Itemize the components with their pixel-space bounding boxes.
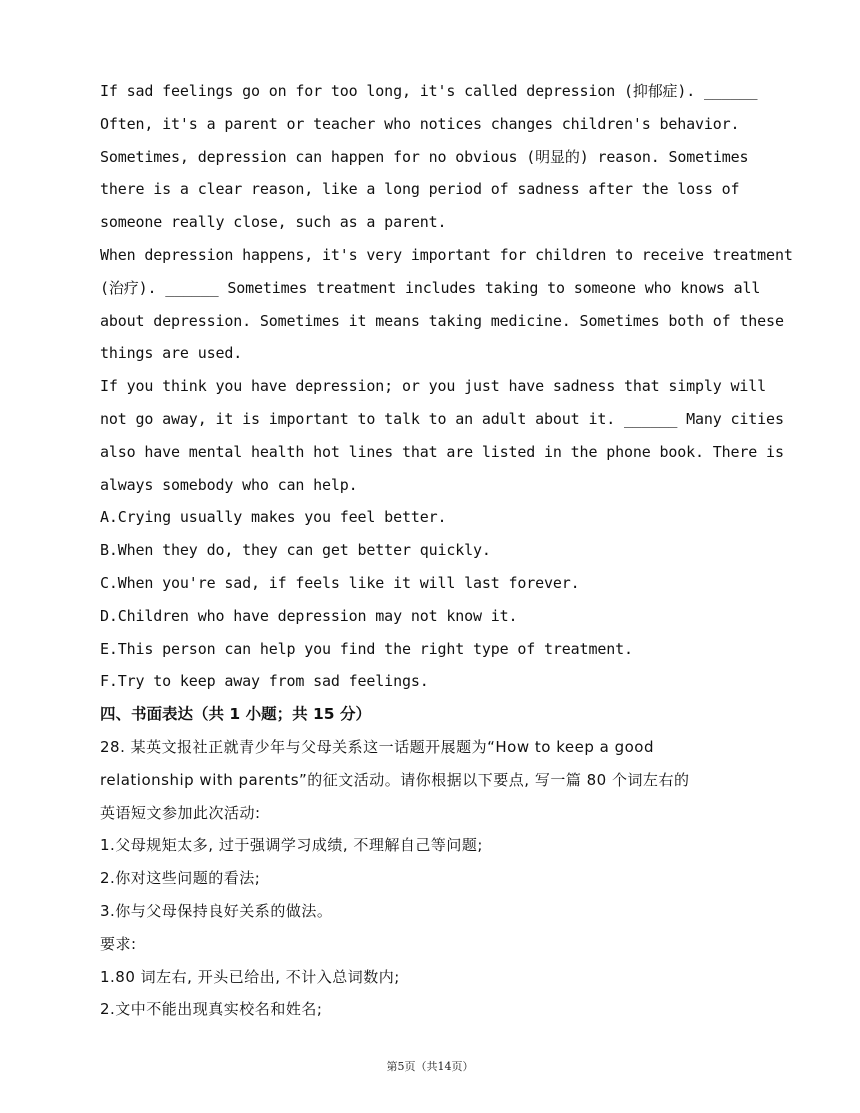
option-e: E.This person can help you find the right type of treatment. bbox=[100, 639, 633, 658]
answer-options bbox=[100, 501, 765, 698]
passage-line: If sad feelings go on for too long, it's called depression (抑郁症). ______ bbox=[100, 82, 758, 100]
question-line: 要求: bbox=[100, 934, 137, 953]
passage-line: not go away, it is important to talk to an adult about it. ______ Many cities bbox=[100, 409, 784, 428]
passage-line: also have mental health hot lines that are listed in the phone book. There is bbox=[100, 442, 784, 461]
passage-line: there is a clear reason, like a long period of sadness after the loss of bbox=[100, 180, 740, 199]
question-line: 英语短文参加此次活动: bbox=[100, 803, 261, 822]
question-line: 2.你对这些问题的看法; bbox=[100, 869, 261, 888]
passage-line: When depression happens, it's very important for children to receive treatment bbox=[100, 245, 793, 264]
writing-question bbox=[100, 731, 765, 1026]
question-line: 1.80 词左右, 开头已给出, 不计入总词数内; bbox=[100, 967, 400, 986]
page-content bbox=[100, 75, 793, 1026]
section-heading: 四、书面表达（共 1 小题；共 15 分） bbox=[100, 705, 371, 724]
passage-line: (治疗). ______ Sometimes treatment includes taking to someone who knows all bbox=[100, 278, 761, 297]
question-line: 3.你与父母保持良好关系的做法。 bbox=[100, 901, 333, 920]
passage-line: someone really close, such as a parent. bbox=[100, 213, 447, 232]
option-c: C.When you're sad, if feels like it will last forever. bbox=[100, 573, 580, 592]
passage-line: things are used. bbox=[100, 344, 243, 363]
page-number: 第5页（共14页） bbox=[386, 1060, 474, 1073]
option-a: A.Crying usually makes you feel better. bbox=[100, 508, 447, 527]
passage-line: Sometimes, depression can happen for no obvious (明显的) reason. Sometimes bbox=[100, 147, 749, 166]
reading-passage bbox=[100, 75, 793, 501]
option-b: B.When they do, they can get better quickly. bbox=[100, 541, 491, 560]
passage-line: Often, it's a parent or teacher who notices changes children's behavior. bbox=[100, 114, 740, 133]
passage-line: If you think you have depression; or you just have sadness that simply will bbox=[100, 377, 767, 396]
question-line: 2.文中不能出现真实校名和姓名; bbox=[100, 1000, 323, 1019]
passage-line: always somebody who can help. bbox=[100, 475, 358, 494]
question-line: relationship with parents”的征文活动。请你根据以下要点, 写一篇 80 个词左右的 bbox=[100, 770, 690, 789]
passage-line: about depression. Sometimes it means taking medicine. Sometimes both of these bbox=[100, 311, 784, 330]
option-d: D.Children who have depression may not know it. bbox=[100, 606, 518, 625]
option-f: F.Try to keep away from sad feelings. bbox=[100, 672, 429, 691]
question-line: 1.父母规矩太多, 过于强调学习成绩, 不理解自己等问题; bbox=[100, 836, 483, 855]
question-line: 28. 某英文报社正就青少年与父母关系这一话题开展题为“How to keep a good bbox=[100, 737, 654, 756]
